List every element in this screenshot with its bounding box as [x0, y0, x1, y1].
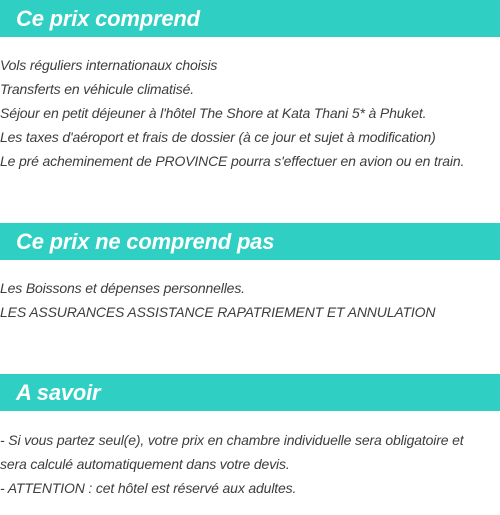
list-item: Les taxes d'aéroport et frais de dossier (à ce jour et sujet à modification) [0, 129, 436, 145]
good-to-know-heading-bar [0, 374, 500, 411]
list-item: - Si vous partez seul(e), votre prix en chambre individuelle sera obligatoire et sera calculé automatiquement dans votre devis. [0, 432, 464, 472]
list-item: LES ASSURANCES ASSISTANCE RAPATRIEMENT ET ANNULATION [0, 304, 436, 320]
price-excludes-list [0, 276, 500, 324]
price-includes-heading: Ce prix comprend [16, 5, 200, 31]
list-item: Le pré acheminement de PROVINCE pourra s'effectuer en avion ou en train. [0, 153, 465, 169]
price-excludes-section [0, 223, 500, 324]
list-item: Transferts en véhicule climatisé. [0, 81, 194, 97]
good-to-know-section [0, 374, 500, 500]
price-includes-section [0, 0, 500, 173]
price-excludes-heading: Ce prix ne comprend pas [16, 228, 275, 254]
good-to-know-list [0, 428, 500, 500]
list-item: Les Boissons et dépenses personnelles. [0, 280, 245, 296]
price-includes-heading-bar [0, 0, 500, 37]
price-excludes-heading-bar [0, 223, 500, 260]
list-item: - ATTENTION : cet hôtel est réservé aux adultes. [0, 480, 297, 496]
good-to-know-heading: A savoir [16, 379, 101, 405]
list-item: Séjour en petit déjeuner à l'hôtel The Shore at Kata Thani 5* à Phuket. [0, 105, 427, 121]
price-includes-list [0, 53, 500, 173]
list-item: Vols réguliers internationaux choisis [0, 57, 218, 73]
